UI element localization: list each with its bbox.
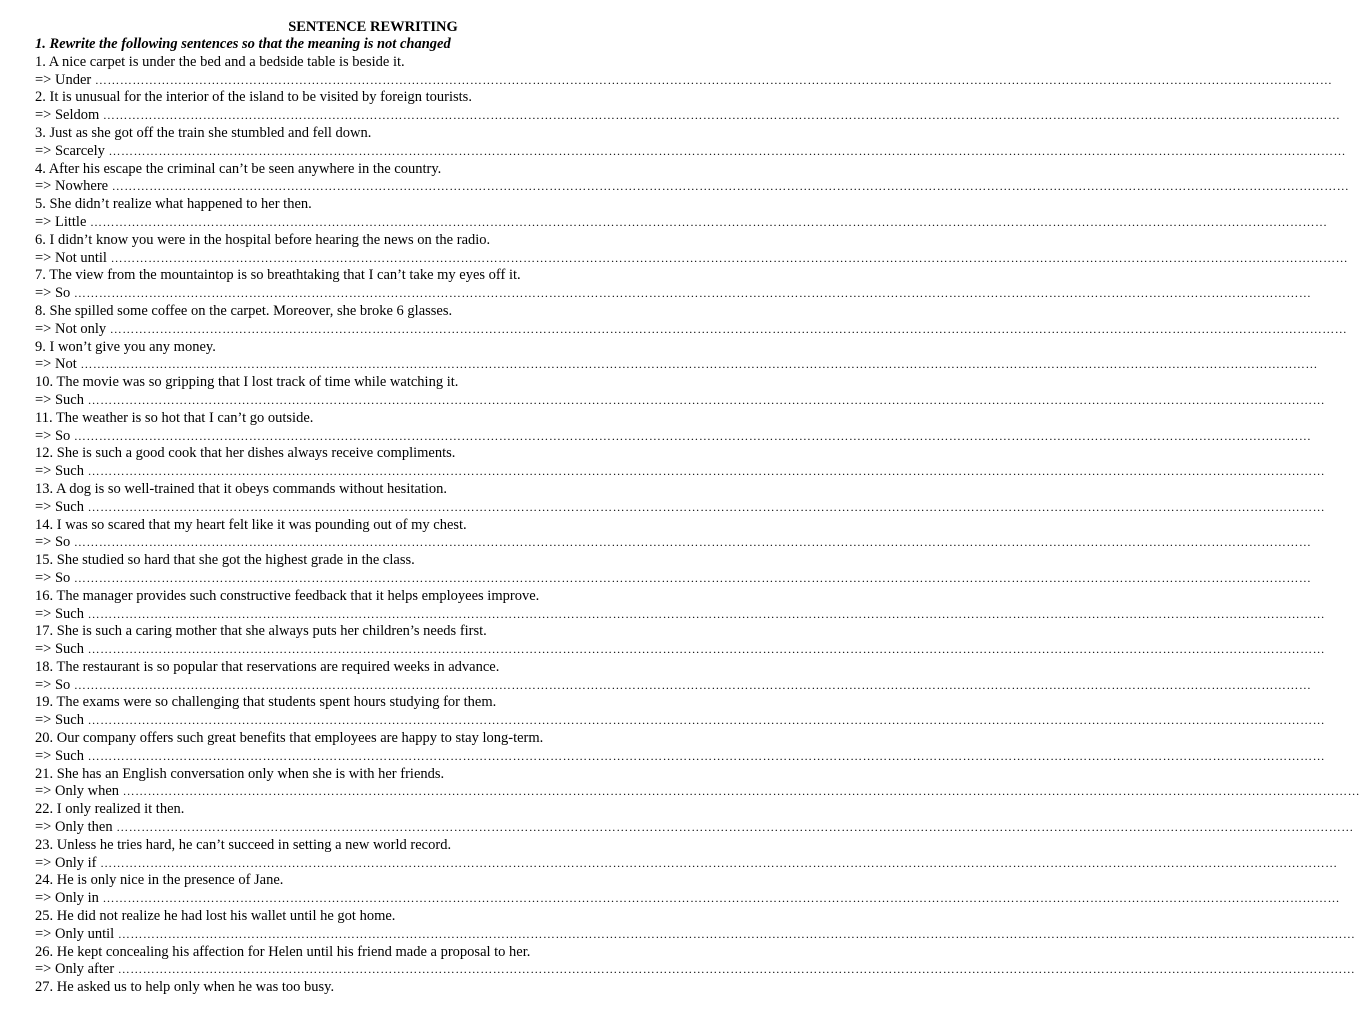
- answer-prompt: => Only when: [35, 783, 123, 800]
- answer-prompt: => Such: [35, 747, 88, 764]
- exercise-sentence: 18. The restaurant is so popular that reservations are required weeks in advance.: [35, 658, 500, 675]
- answer-blank[interactable]: ………………………………………………………………………………………………………………………………………………………………………………………………………………………………………………………………………: [73, 570, 1312, 585]
- exercise-sentence: 11. The weather is so hot that I can’t go outside.: [35, 409, 314, 426]
- answer-prompt: => Only in: [35, 890, 103, 907]
- answer-line[interactable]: [35, 107, 1341, 125]
- answer-prompt: => Only if: [35, 854, 101, 871]
- answer-prompt: => Only until: [35, 925, 118, 942]
- answer-blank[interactable]: ………………………………………………………………………………………………………………………………………………………………………………………………………………………………………………………………………: [117, 926, 1356, 941]
- answer-blank[interactable]: ………………………………………………………………………………………………………………………………………………………………………………………………………………………………………………………………………: [109, 321, 1348, 336]
- exercise-sentence: 20. Our company offers such great benefits that employees are happy to stay long-term.: [35, 730, 544, 747]
- answer-blank[interactable]: ………………………………………………………………………………………………………………………………………………………………………………………………………………………………………………………………………: [94, 72, 1333, 87]
- answer-blank[interactable]: ………………………………………………………………………………………………………………………………………………………………………………………………………………………………………………………………………: [80, 357, 1318, 372]
- answer-prompt: => Nowhere: [35, 178, 112, 195]
- instruction-heading: 1. Rewrite the following sentences so that the meaning is not changed: [35, 36, 451, 52]
- answer-prompt: => Seldom: [35, 107, 103, 124]
- answer-prompt: => Scarcely: [35, 142, 109, 159]
- answer-line[interactable]: [35, 178, 1350, 196]
- answer-prompt: => Such: [35, 463, 88, 480]
- answer-prompt: => So: [35, 427, 74, 444]
- answer-prompt: => Such: [35, 712, 88, 729]
- exercise-sentence: 21. She has an English conversation only when she is with her friends.: [35, 765, 445, 782]
- answer-line[interactable]: [35, 676, 1312, 695]
- exercise-sentence: 19. The exams were so challenging that students spent hours studying for them.: [35, 694, 497, 711]
- exercise-list: [35, 53, 1360, 997]
- answer-blank[interactable]: ………………………………………………………………………………………………………………………………………………………………………………………………………………………………………………………………………: [87, 748, 1326, 763]
- exercise-sentence: 6. I didn’t know you were in the hospital before hearing the news on the radio.: [35, 231, 491, 248]
- answer-blank[interactable]: ………………………………………………………………………………………………………………………………………………………………………………………………………………………………………………………………………: [111, 179, 1350, 194]
- answer-line[interactable]: [35, 213, 1328, 232]
- answer-line[interactable]: [35, 961, 1356, 979]
- answer-blank[interactable]: ………………………………………………………………………………………………………………………………………………………………………………………………………………………………………………………………………: [73, 535, 1312, 550]
- answer-line[interactable]: [35, 569, 1312, 588]
- answer-blank[interactable]: ………………………………………………………………………………………………………………………………………………………………………………………………………………………………………………………………………: [110, 250, 1349, 265]
- answer-prompt: => Such: [35, 498, 88, 515]
- exercise-sentence: 12. She is such a good cook that her dishes always receive compliments.: [35, 445, 456, 462]
- answer-line[interactable]: [35, 463, 1326, 481]
- exercise-sentence: 17. She is such a caring mother that she always puts her children’s needs first.: [35, 623, 487, 640]
- answer-prompt: => Not: [35, 356, 81, 373]
- answer-blank[interactable]: ………………………………………………………………………………………………………………………………………………………………………………………………………………………………………………………………………: [102, 891, 1341, 906]
- exercise-sentence: 7. The view from the mountaintop is so breathtaking that I can’t take my eyes off it.: [35, 267, 521, 284]
- answer-prompt: => Under: [35, 71, 95, 88]
- exercise-sentence: 25. He did not realize he had lost his wallet until he got home.: [35, 908, 396, 925]
- answer-line[interactable]: [35, 783, 1360, 801]
- exercise-sentence: 23. Unless he tries hard, he can’t succeed in setting a new world record.: [35, 836, 452, 853]
- answer-line[interactable]: [35, 605, 1326, 624]
- worksheet: [35, 18, 1360, 997]
- answer-line[interactable]: [35, 320, 1348, 339]
- answer-blank[interactable]: ………………………………………………………………………………………………………………………………………………………………………………………………………………………………………………………………………: [100, 855, 1338, 870]
- exercise-sentence: 16. The manager provides such constructive feedback that it helps employees improve.: [35, 587, 540, 604]
- answer-line[interactable]: [35, 819, 1354, 837]
- answer-line[interactable]: [35, 747, 1326, 766]
- answer-prompt: => Such: [35, 391, 88, 408]
- exercise-sentence: 13. A dog is so well-trained that it obeys commands without hesitation.: [35, 480, 447, 497]
- answer-line[interactable]: [35, 712, 1326, 730]
- answer-prompt: => Not only: [35, 320, 110, 337]
- exercise-sentence: 3. Just as she got off the train she stumbled and fell down.: [35, 124, 372, 141]
- answer-prompt: => Only after: [35, 961, 118, 978]
- answer-line[interactable]: [35, 641, 1326, 659]
- answer-blank[interactable]: ………………………………………………………………………………………………………………………………………………………………………………………………………………………………………………………………………: [73, 677, 1312, 692]
- answer-blank[interactable]: ………………………………………………………………………………………………………………………………………………………………………………………………………………………………………………………………………: [90, 214, 1328, 229]
- exercise-sentence: 5. She didn’t realize what happened to her then.: [35, 196, 312, 213]
- answer-blank[interactable]: ………………………………………………………………………………………………………………………………………………………………………………………………………………………………………………………………………: [87, 713, 1326, 728]
- answer-prompt: => So: [35, 676, 74, 693]
- answer-line[interactable]: [35, 356, 1318, 374]
- answer-line[interactable]: [35, 142, 1347, 161]
- exercise-sentence: 1. A nice carpet is under the bed and a bedside table is beside it.: [35, 53, 405, 70]
- answer-line[interactable]: [35, 427, 1312, 446]
- answer-blank[interactable]: ………………………………………………………………………………………………………………………………………………………………………………………………………………………………………………………………………: [117, 962, 1356, 977]
- page-title: SENTENCE REWRITING: [288, 19, 458, 35]
- answer-line[interactable]: [35, 498, 1326, 517]
- answer-line[interactable]: [35, 71, 1333, 90]
- answer-blank[interactable]: ………………………………………………………………………………………………………………………………………………………………………………………………………………………………………………………………………: [87, 606, 1326, 621]
- exercise-sentence: 9. I won’t give you any money.: [35, 338, 216, 355]
- exercise-sentence: 26. He kept concealing his affection for Helen until his friend made a proposal to her.: [35, 943, 531, 960]
- answer-blank[interactable]: ………………………………………………………………………………………………………………………………………………………………………………………………………………………………………………………………………: [102, 108, 1341, 123]
- answer-prompt: => So: [35, 569, 74, 586]
- answer-blank[interactable]: ………………………………………………………………………………………………………………………………………………………………………………………………………………………………………………………………………: [116, 820, 1354, 835]
- answer-prompt: => Such: [35, 605, 88, 622]
- answer-blank[interactable]: ………………………………………………………………………………………………………………………………………………………………………………………………………………………………………………………………………: [87, 464, 1326, 479]
- exercise-sentence: 27. He asked us to help only when he was too busy.: [35, 979, 335, 996]
- answer-blank[interactable]: ………………………………………………………………………………………………………………………………………………………………………………………………………………………………………………………………………: [73, 286, 1312, 301]
- answer-line[interactable]: [35, 285, 1312, 303]
- answer-prompt: => Such: [35, 641, 88, 658]
- answer-blank[interactable]: ………………………………………………………………………………………………………………………………………………………………………………………………………………………………………………………………………: [122, 784, 1360, 799]
- exercise-sentence: 10. The movie was so gripping that I lost track of time while watching it.: [35, 374, 459, 391]
- answer-blank[interactable]: ………………………………………………………………………………………………………………………………………………………………………………………………………………………………………………………………………: [73, 428, 1312, 443]
- answer-prompt: => Not until: [35, 249, 111, 266]
- exercise-sentence: 15. She studied so hard that she got the highest grade in the class.: [35, 552, 415, 569]
- exercise-sentence: 22. I only realized it then.: [35, 801, 185, 818]
- answer-prompt: => Little: [35, 213, 91, 230]
- answer-blank[interactable]: ………………………………………………………………………………………………………………………………………………………………………………………………………………………………………………………………………: [87, 642, 1326, 657]
- answer-line[interactable]: [35, 890, 1341, 908]
- answer-blank[interactable]: ………………………………………………………………………………………………………………………………………………………………………………………………………………………………………………………………………: [87, 392, 1326, 407]
- answer-line[interactable]: [35, 391, 1326, 410]
- exercise-sentence: 24. He is only nice in the presence of Jane.: [35, 872, 284, 889]
- exercise-sentence: 4. After his escape the criminal can’t be seen anywhere in the country.: [35, 160, 442, 177]
- exercise-sentence: 2. It is unusual for the interior of the island to be visited by foreign tourists.: [35, 89, 472, 106]
- answer-line[interactable]: [35, 534, 1312, 552]
- answer-line[interactable]: [35, 925, 1356, 944]
- exercise-sentence: 8. She spilled some coffee on the carpet. Moreover, she broke 6 glasses.: [35, 302, 453, 319]
- answer-prompt: => Only then: [35, 819, 117, 836]
- answer-line[interactable]: [35, 249, 1349, 268]
- answer-prompt: => So: [35, 534, 74, 551]
- answer-line[interactable]: [35, 854, 1338, 873]
- exercise-sentence: 14. I was so scared that my heart felt like it was pounding out of my chest.: [35, 516, 467, 533]
- answer-blank[interactable]: ………………………………………………………………………………………………………………………………………………………………………………………………………………………………………………………………………: [87, 499, 1326, 514]
- answer-prompt: => So: [35, 285, 74, 302]
- answer-blank[interactable]: ………………………………………………………………………………………………………………………………………………………………………………………………………………………………………………………………………: [108, 143, 1347, 158]
